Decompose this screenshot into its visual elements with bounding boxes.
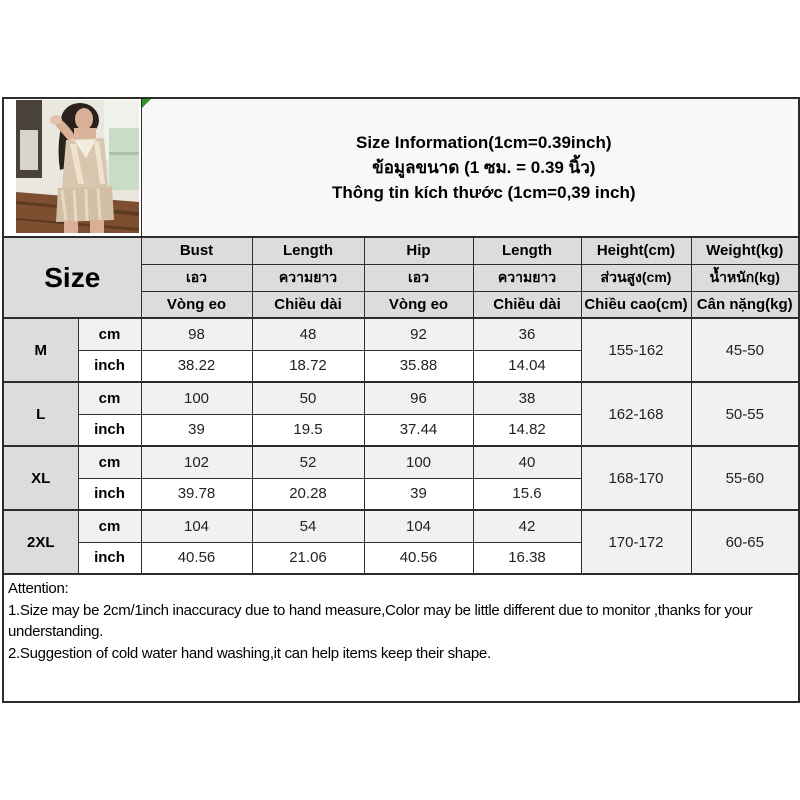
value-cell: 38 <box>473 382 581 414</box>
col-header-bust-en: Bust <box>141 237 252 264</box>
attention-note-1: 1.Size may be 2cm/1inch inaccuracy due to hand measure,Color may be little different due to monitor ,thanks for your understanding. <box>8 601 753 640</box>
unit-label: cm <box>78 318 141 350</box>
value-cell: 104 <box>364 510 473 542</box>
value-cell: 100 <box>364 446 473 478</box>
height-range-cell: 168-170 <box>581 446 691 510</box>
col-header-weight-vi: Cân nặng(kg) <box>691 291 799 318</box>
value-cell: 38.22 <box>141 350 252 382</box>
unit-label: cm <box>78 382 141 414</box>
col-header-weight-en: Weight(kg) <box>691 237 799 264</box>
value-cell: 37.44 <box>364 414 473 446</box>
value-cell: 14.82 <box>473 414 581 446</box>
height-range-cell: 155-162 <box>581 318 691 382</box>
value-cell: 96 <box>364 382 473 414</box>
value-cell: 35.88 <box>364 350 473 382</box>
col-header-length1-th: ความยาว <box>252 264 364 291</box>
value-cell: 19.5 <box>252 414 364 446</box>
table-row <box>3 382 799 414</box>
product-photo <box>16 100 139 233</box>
attention-note-cell <box>3 574 799 702</box>
size-label-xl: XL <box>3 446 78 510</box>
value-cell: 50 <box>252 382 364 414</box>
title-thai: ข้อมูลขนาด (1 ซม. = 0.39 นิ้ว) <box>372 158 596 177</box>
value-cell: 52 <box>252 446 364 478</box>
attention-note-2: 2.Suggestion of cold water hand washing,it can help items keep their shape. <box>8 644 491 662</box>
value-cell: 48 <box>252 318 364 350</box>
col-header-hip-en: Hip <box>364 237 473 264</box>
col-header-length1-en: Length <box>252 237 364 264</box>
value-cell: 36 <box>473 318 581 350</box>
table-row <box>3 318 799 350</box>
col-header-weight-th: น้ำหนัก(kg) <box>691 264 799 291</box>
col-header-height-en: Height(cm) <box>581 237 691 264</box>
product-photo-cell <box>3 98 141 237</box>
value-cell: 39 <box>141 414 252 446</box>
value-cell: 42 <box>473 510 581 542</box>
weight-range-cell: 55-60 <box>691 446 799 510</box>
unit-label: inch <box>78 542 141 574</box>
col-header-bust-vi: Vòng eo <box>141 291 252 318</box>
size-label-l: L <box>3 382 78 446</box>
size-label-m: M <box>3 318 78 382</box>
value-cell: 98 <box>141 318 252 350</box>
unit-label: inch <box>78 350 141 382</box>
green-corner-flag-icon <box>142 99 151 108</box>
unit-label: inch <box>78 414 141 446</box>
col-header-length2-en: Length <box>473 237 581 264</box>
weight-range-cell: 45-50 <box>691 318 799 382</box>
unit-label: cm <box>78 510 141 542</box>
value-cell: 39 <box>364 478 473 510</box>
col-header-hip-vi: Vòng eo <box>364 291 473 318</box>
value-cell: 21.06 <box>252 542 364 574</box>
title-cell <box>141 98 799 237</box>
col-header-length1-vi: Chiều dài <box>252 291 364 318</box>
value-cell: 16.38 <box>473 542 581 574</box>
size-label-2xl: 2XL <box>3 510 78 574</box>
value-cell: 100 <box>141 382 252 414</box>
table-row <box>3 510 799 542</box>
height-range-cell: 170-172 <box>581 510 691 574</box>
col-header-length2-th: ความยาว <box>473 264 581 291</box>
col-header-height-th: ส่วนสูง(cm) <box>581 264 691 291</box>
value-cell: 20.28 <box>252 478 364 510</box>
value-cell: 102 <box>141 446 252 478</box>
col-header-hip-th: เอว <box>364 264 473 291</box>
value-cell: 104 <box>141 510 252 542</box>
col-header-height-vi: Chiều cao(cm) <box>581 291 691 318</box>
value-cell: 39.78 <box>141 478 252 510</box>
value-cell: 18.72 <box>252 350 364 382</box>
col-header-bust-th: เอว <box>141 264 252 291</box>
unit-label: cm <box>78 446 141 478</box>
value-cell: 54 <box>252 510 364 542</box>
value-cell: 92 <box>364 318 473 350</box>
title-english: Size Information(1cm=0.39inch) <box>355 133 612 152</box>
table-row <box>3 446 799 478</box>
weight-range-cell: 60-65 <box>691 510 799 574</box>
size-chart-table <box>2 97 800 703</box>
value-cell: 15.6 <box>473 478 581 510</box>
value-cell: 40.56 <box>141 542 252 574</box>
value-cell: 40 <box>473 446 581 478</box>
height-range-cell: 162-168 <box>581 382 691 446</box>
size-header-label: Size <box>3 237 141 318</box>
title-vietnamese: Thông tin kích thước (1cm=0,39 inch) <box>332 183 636 202</box>
value-cell: 40.56 <box>364 542 473 574</box>
weight-range-cell: 50-55 <box>691 382 799 446</box>
attention-heading: Attention: <box>8 580 69 597</box>
col-header-length2-vi: Chiều dài <box>473 291 581 318</box>
unit-label: inch <box>78 478 141 510</box>
value-cell: 14.04 <box>473 350 581 382</box>
